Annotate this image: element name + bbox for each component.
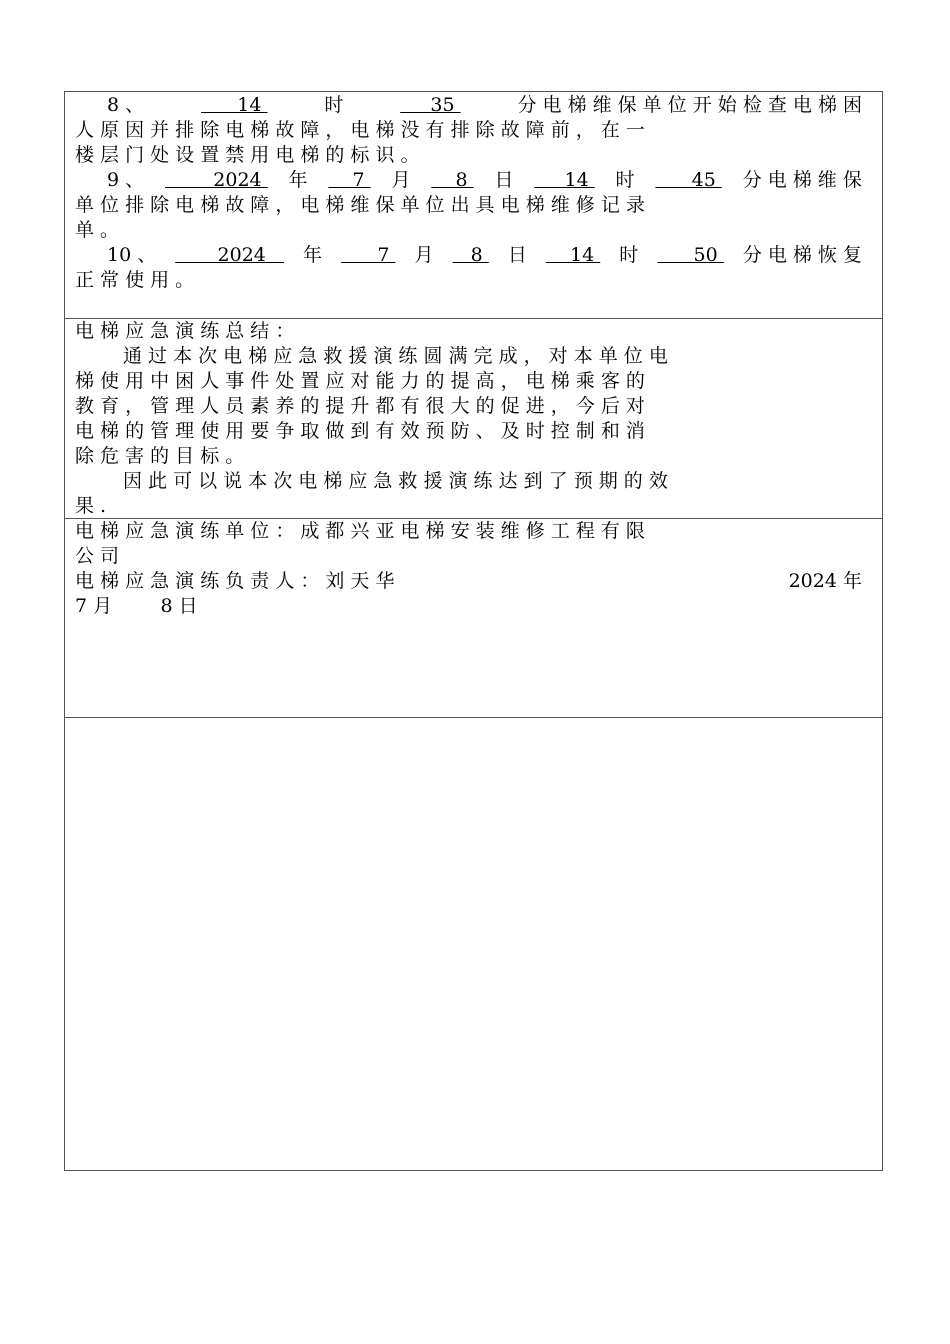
step-9-minute: 45 (655, 169, 722, 191)
step-8-line-1 (75, 93, 862, 118)
step-10-year-unit: 年 (303, 244, 323, 266)
step-10-text: 分 电 梯 恢 复 (742, 244, 862, 266)
step-8-prefix: 8 、 (107, 94, 145, 116)
drill-person-line (75, 569, 862, 594)
step-10-month: 7 (341, 244, 396, 266)
step-9-prefix: 9 、 (107, 169, 145, 191)
steps-cell (65, 92, 882, 318)
drill-unit-line-2: 公 司 (75, 545, 120, 567)
signoff-cell (65, 518, 882, 717)
summary-line: 电 梯 的 管 理 使 用 要 争 取 做 到 有 效 预 防 、 及 时 控 制 和 消 (75, 420, 645, 442)
step-10-day: 8 (452, 244, 489, 266)
signoff-year: 2024 年 (788, 570, 862, 592)
summary-line: 果 . (75, 495, 107, 517)
step-10-prefix: 10 、 (107, 244, 157, 266)
step-10-minute: 50 (657, 244, 724, 266)
step-8-minute: 35 (400, 94, 461, 116)
drill-person: 电 梯 应 急 演 练 负 责 人 ： 刘 天 华 (75, 570, 395, 592)
empty-cell (65, 717, 882, 1171)
step-10-month-unit: 月 (414, 244, 434, 266)
step-10-day-unit: 日 (507, 244, 527, 266)
step-9-hour-unit: 时 (615, 169, 635, 191)
summary-line: 教 育 ， 管 理 人 员 素 养 的 提 升 都 有 很 大 的 促 进 ， 今 后 对 (75, 395, 645, 417)
drill-unit-line-1: 电 梯 应 急 演 练 单 位 ： 成 都 兴 亚 电 梯 安 装 维 修 工 程 有 限 (75, 520, 645, 542)
step-9-text: 分 电 梯 维 保 (742, 169, 862, 191)
step-8-hour-unit: 时 (324, 94, 344, 116)
summary-line: 除 危 害 的 目 标 。 (75, 445, 245, 467)
step-9-day-unit: 日 (494, 169, 514, 191)
signoff-month-day: 7 月 8 日 (75, 595, 198, 617)
step-10-year: 2024 (175, 244, 284, 266)
drill-record-table (64, 91, 883, 1171)
step-9-line-2: 单 位 排 除 电 梯 故 障 ， 电 梯 维 保 单 位 出 具 电 梯 维 修 记 录 (75, 194, 645, 216)
step-9-month: 7 (328, 169, 371, 191)
step-10-line-2: 正 常 使 用 。 (75, 269, 195, 291)
step-9-month-unit: 月 (391, 169, 411, 191)
summary-heading: 电 梯 应 急 演 练 总 结 ： (75, 320, 295, 342)
step-8-text: 分 电 梯 维 保 单 位 开 始 检 查 电 梯 困 (517, 94, 862, 116)
step-8-line-2: 人 原 因 并 排 除 电 梯 故 障 ， 电 梯 没 有 排 除 故 障 前 ， 在 一 (75, 119, 645, 141)
step-10-hour: 14 (545, 244, 601, 266)
step-9-hour: 14 (534, 169, 595, 191)
step-10-line-1 (75, 243, 862, 268)
step-9-year: 2024 (164, 169, 268, 191)
summary-line: 通 过 本 次 电 梯 应 急 救 援 演 练 圆 满 完 成 ， 对 本 单 位 电 (123, 345, 668, 367)
step-9-line-1 (75, 168, 862, 193)
summary-line: 因 此 可 以 说 本 次 电 梯 应 急 救 援 演 练 达 到 了 预 期 的 效 (123, 470, 668, 492)
step-9-line-3: 单 。 (75, 219, 120, 241)
summary-cell (65, 318, 882, 518)
step-10-hour-unit: 时 (619, 244, 639, 266)
step-8-hour: 14 (201, 94, 268, 116)
step-9-year-unit: 年 (288, 169, 308, 191)
summary-line: 梯 使 用 中 困 人 事 件 处 置 应 对 能 力 的 提 高 ， 电 梯 乘 客 的 (75, 370, 645, 392)
step-9-day: 8 (431, 169, 474, 191)
step-8-line-3: 楼 层 门 处 设 置 禁 用 电 梯 的 标 识 。 (75, 144, 420, 166)
